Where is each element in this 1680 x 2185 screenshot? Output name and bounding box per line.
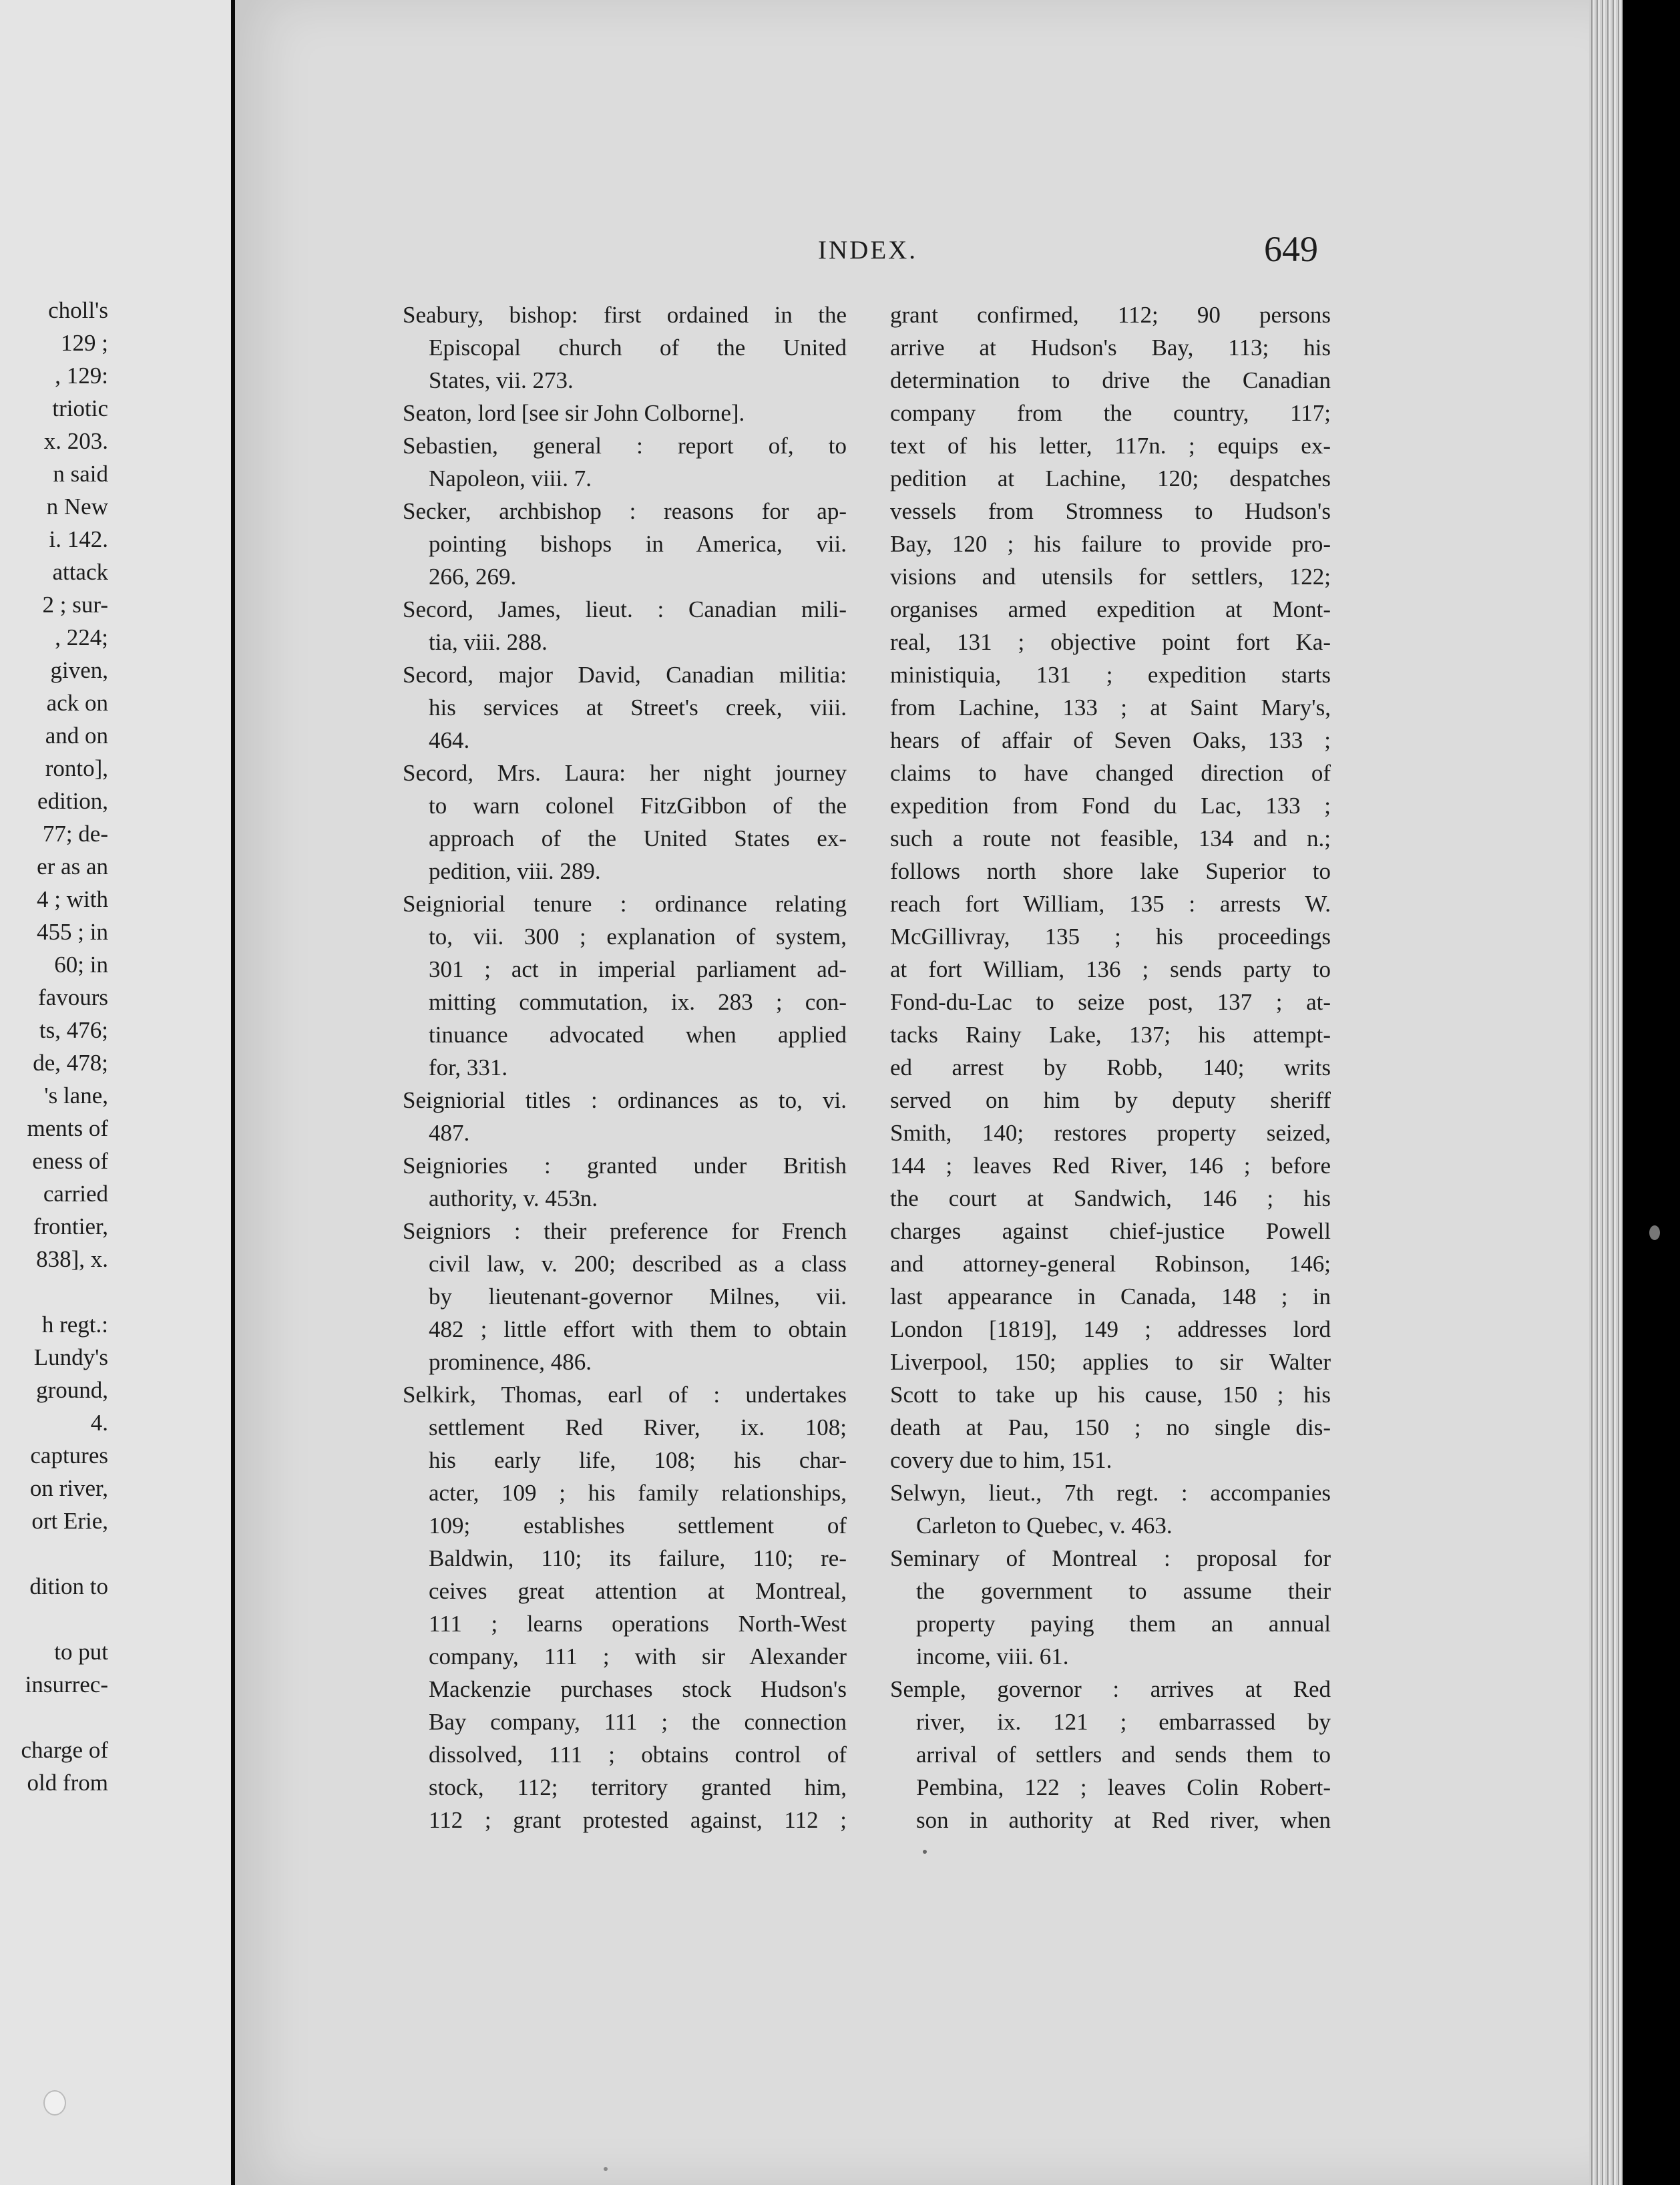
index-line: expedition from Fond du Lac, 133 ; (890, 793, 1331, 819)
page-edges (1589, 0, 1623, 2185)
index-line: Secord, Mrs. Laura: her night journey (403, 760, 847, 786)
page-speck (1649, 1225, 1660, 1240)
left-page-fragment: choll's (48, 297, 108, 323)
index-line: follows north shore lake Superior to (890, 858, 1331, 884)
index-line: visions and utensils for settlers, 122; (890, 564, 1331, 590)
index-line: reach fort William, 135 : arrests W. (890, 891, 1331, 917)
index-line: Secord, major David, Canadian militia: (403, 662, 847, 688)
page-speck (604, 2167, 608, 2171)
index-line: organises armed expedition at Mont- (890, 596, 1331, 622)
index-line: grant confirmed, 112; 90 persons (890, 302, 1331, 328)
left-page-fragment: , 129: (55, 363, 108, 389)
left-page-fragment: to put (54, 1639, 108, 1665)
index-column-left (403, 299, 847, 1836)
index-line: authority, v. 453n. (429, 1185, 598, 1211)
index-line: 482 ; little effort with them to obtain (429, 1316, 847, 1342)
left-page-fragment: 77; de- (42, 821, 108, 847)
page-speck (923, 1850, 927, 1854)
left-page-fragment: 's lane, (44, 1082, 108, 1109)
index-line: Napoleon, viii. 7. (429, 465, 592, 491)
index-line: such a route not feasible, 134 and n.; (890, 825, 1331, 851)
left-page-fragment: ments of (27, 1115, 108, 1141)
left-page-fragment: edition, (37, 788, 108, 814)
index-line: hears of affair of Seven Oaks, 133 ; (890, 727, 1331, 753)
index-line: served on him by deputy sheriff (890, 1087, 1331, 1113)
index-line: the court at Sandwich, 146 ; his (890, 1185, 1331, 1211)
left-page-fragment: ack on (46, 690, 108, 716)
left-page-fragment: old from (27, 1770, 108, 1796)
left-page-fragment: ground, (36, 1377, 108, 1403)
index-line: McGillivray, 135 ; his proceedings (890, 924, 1331, 950)
left-page-fragment (0, 1275, 108, 1308)
page-number: 649 (1264, 229, 1318, 269)
index-line: 109; establishes settlement of (429, 1513, 847, 1539)
index-line: civil law, v. 200; described as a class (429, 1251, 847, 1277)
index-line: Pembina, 122 ; leaves Colin Robert- (916, 1774, 1331, 1800)
left-page-fragment: and on (45, 723, 108, 749)
index-line: Baldwin, 110; its failure, 110; re- (429, 1545, 847, 1571)
left-page-fragment: attack (52, 559, 108, 585)
index-line: Seminary of Montreal : proposal for (890, 1545, 1331, 1571)
left-page-fragment: carried (43, 1181, 108, 1207)
left-page-fragment: Lundy's (33, 1344, 108, 1370)
left-page-fragment: h regt.: (41, 1312, 108, 1338)
index-line: 111 ; learns operations North-West (429, 1611, 847, 1637)
index-line: Episcopal church of the United (429, 335, 847, 361)
index-line: tacks Rainy Lake, 137; his attempt- (890, 1022, 1331, 1048)
index-line: arrive at Hudson's Bay, 113; his (890, 335, 1331, 361)
left-page-fragment (0, 1537, 108, 1570)
index-line: 301 ; act in imperial parliament ad- (429, 956, 847, 982)
left-page-fragment: x. 203. (43, 428, 108, 454)
index-line: Fond-du-Lac to seize post, 137 ; at- (890, 989, 1331, 1015)
left-page-fragment: ts, 476; (39, 1017, 108, 1043)
left-page-fragment: , 224; (55, 624, 108, 650)
index-line: and attorney-general Robinson, 146; (890, 1251, 1331, 1277)
index-line: Secord, James, lieut. : Canadian mili- (403, 596, 847, 622)
index-line: Selwyn, lieut., 7th regt. : accompanies (890, 1480, 1331, 1506)
left-page-fragment: ort Erie, (31, 1508, 108, 1534)
index-line: Seaton, lord [see sir John Colborne]. (403, 400, 745, 426)
index-line: Selkirk, Thomas, earl of : undertakes (403, 1382, 847, 1408)
left-page-fragment: given, (50, 657, 108, 683)
left-page-fragment: 2 ; sur- (42, 592, 108, 618)
running-head: INDEX. (818, 236, 918, 264)
page-speck (43, 2090, 66, 2116)
index-line: vessels from Stromness to Hudson's (890, 498, 1331, 524)
left-page-fragment: dition to (29, 1573, 108, 1599)
index-line: covery due to him, 151. (890, 1447, 1112, 1473)
index-line: tinuance advocated when applied (429, 1022, 847, 1048)
left-page-fragment (0, 1701, 108, 1734)
left-page-fragment: n said (53, 461, 108, 487)
index-line: 266, 269. (429, 564, 517, 590)
index-line: Seigniories : granted under British (403, 1153, 847, 1179)
index-line: pedition at Lachine, 120; despatches (890, 465, 1331, 491)
left-page-fragment: frontier, (33, 1213, 108, 1239)
index-line: Liverpool, 150; applies to sir Walter (890, 1349, 1331, 1375)
index-line: Scott to take up his cause, 150 ; his (890, 1382, 1331, 1408)
left-page-fragment: ronto], (45, 755, 108, 781)
left-page-fragment: eness of (32, 1148, 108, 1174)
index-line: Bay company, 111 ; the connection (429, 1709, 847, 1735)
index-line: States, vii. 273. (429, 367, 574, 393)
index-line: determination to drive the Canadian (890, 367, 1331, 393)
index-line: 112 ; grant protested against, 112 ; (429, 1807, 847, 1833)
index-line: at fort William, 136 ; sends party to (890, 956, 1331, 982)
index-line: Bay, 120 ; his failure to provide pro- (890, 531, 1331, 557)
index-line: to warn colonel FitzGibbon of the (429, 793, 847, 819)
index-line: company, 111 ; with sir Alexander (429, 1643, 847, 1669)
index-line: pointing bishops in America, vii. (429, 531, 847, 557)
left-page-fragment: 455 ; in (37, 919, 108, 945)
index-line: Mackenzie purchases stock Hudson's (429, 1676, 847, 1702)
index-line: approach of the United States ex- (429, 825, 847, 851)
index-line: Sebastien, general : report of, to (403, 433, 847, 459)
index-line: mitting commutation, ix. 283 ; con- (429, 989, 847, 1015)
left-page-fragment: captures (30, 1442, 108, 1468)
index-line: to, vii. 300 ; explanation of system, (429, 924, 847, 950)
index-line: for, 331. (429, 1054, 508, 1080)
index-line: income, viii. 61. (916, 1643, 1069, 1669)
index-line: Seigniorial titles : ordinances as to, vi. (403, 1087, 847, 1113)
index-line: Semple, governor : arrives at Red (890, 1676, 1331, 1702)
index-line: dissolved, 111 ; obtains control of (429, 1742, 847, 1768)
index-line: ceives great attention at Montreal, (429, 1578, 847, 1604)
left-page-fragment: 4 ; with (37, 886, 108, 912)
index-line: son in authority at Red river, when (916, 1807, 1331, 1833)
index-line: the government to assume their (916, 1578, 1331, 1604)
index-line: Carleton to Quebec, v. 463. (916, 1513, 1173, 1539)
index-line: company from the country, 117; (890, 400, 1331, 426)
index-line: 487. (429, 1120, 470, 1146)
index-line: river, ix. 121 ; embarrassed by (916, 1709, 1331, 1735)
left-page-fragment: n New (46, 493, 108, 520)
index-line: Secker, archbishop : reasons for ap- (403, 498, 847, 524)
left-page-fragment: on river, (29, 1475, 108, 1501)
index-line: Seigniors : their preference for French (403, 1218, 847, 1244)
index-line: his early life, 108; his char- (429, 1447, 847, 1473)
index-line: acter, 109 ; his family relationships, (429, 1480, 847, 1506)
index-line: from Lachine, 133 ; at Saint Mary's, (890, 694, 1331, 721)
index-line: Seigniorial tenure : ordinance relating (403, 891, 847, 917)
left-page-fragment: er as an (37, 853, 108, 879)
index-line: death at Pau, 150 ; no single dis- (890, 1414, 1331, 1440)
index-line: 144 ; leaves Red River, 146 ; before (890, 1153, 1331, 1179)
index-line: real, 131 ; objective point fort Ka- (890, 629, 1331, 655)
index-line: charges against chief-justice Powell (890, 1218, 1331, 1244)
left-page-column (0, 294, 108, 1799)
index-line: pedition, viii. 289. (429, 858, 601, 884)
index-line: ed arrest by Robb, 140; writs (890, 1054, 1331, 1080)
index-line: London [1819], 149 ; addresses lord (890, 1316, 1331, 1342)
index-line: text of his letter, 117n. ; equips ex- (890, 433, 1331, 459)
index-line: Seabury, bishop: first ordained in the (403, 302, 847, 328)
index-line: last appearance in Canada, 148 ; in (890, 1283, 1331, 1310)
index-line: Smith, 140; restores property seized, (890, 1120, 1331, 1146)
index-line: property paying them an annual (916, 1611, 1331, 1637)
left-page-fragment: charge of (21, 1737, 108, 1763)
left-page-fragment: de, 478; (33, 1050, 108, 1076)
left-page-fragment: 129 ; (61, 330, 108, 356)
left-page-fragment: i. 142. (49, 526, 108, 552)
index-line: ministiquia, 131 ; expedition starts (890, 662, 1331, 688)
left-page-fragment: 60; in (54, 952, 108, 978)
index-column-right (890, 299, 1331, 1836)
left-page-fragment: insurrec- (25, 1671, 108, 1698)
index-line: claims to have changed direction of (890, 760, 1331, 786)
index-line: 464. (429, 727, 470, 753)
left-page-fragment: triotic (52, 395, 108, 421)
index-line: arrival of settlers and sends them to (916, 1742, 1331, 1768)
index-line: his services at Street's creek, viii. (429, 694, 847, 721)
left-page-fragment: 838], x. (36, 1246, 108, 1272)
left-page-fragment: 4. (90, 1410, 108, 1436)
index-line: prominence, 486. (429, 1349, 592, 1375)
left-page (0, 0, 231, 2185)
index-line: stock, 112; territory granted him, (429, 1774, 847, 1800)
index-line: tia, viii. 288. (429, 629, 548, 655)
left-page-fragment: favours (38, 984, 108, 1010)
index-line: by lieutenant-governor Milnes, vii. (429, 1283, 847, 1310)
left-page-fragment (0, 1603, 108, 1635)
index-line: settlement Red River, ix. 108; (429, 1414, 847, 1440)
